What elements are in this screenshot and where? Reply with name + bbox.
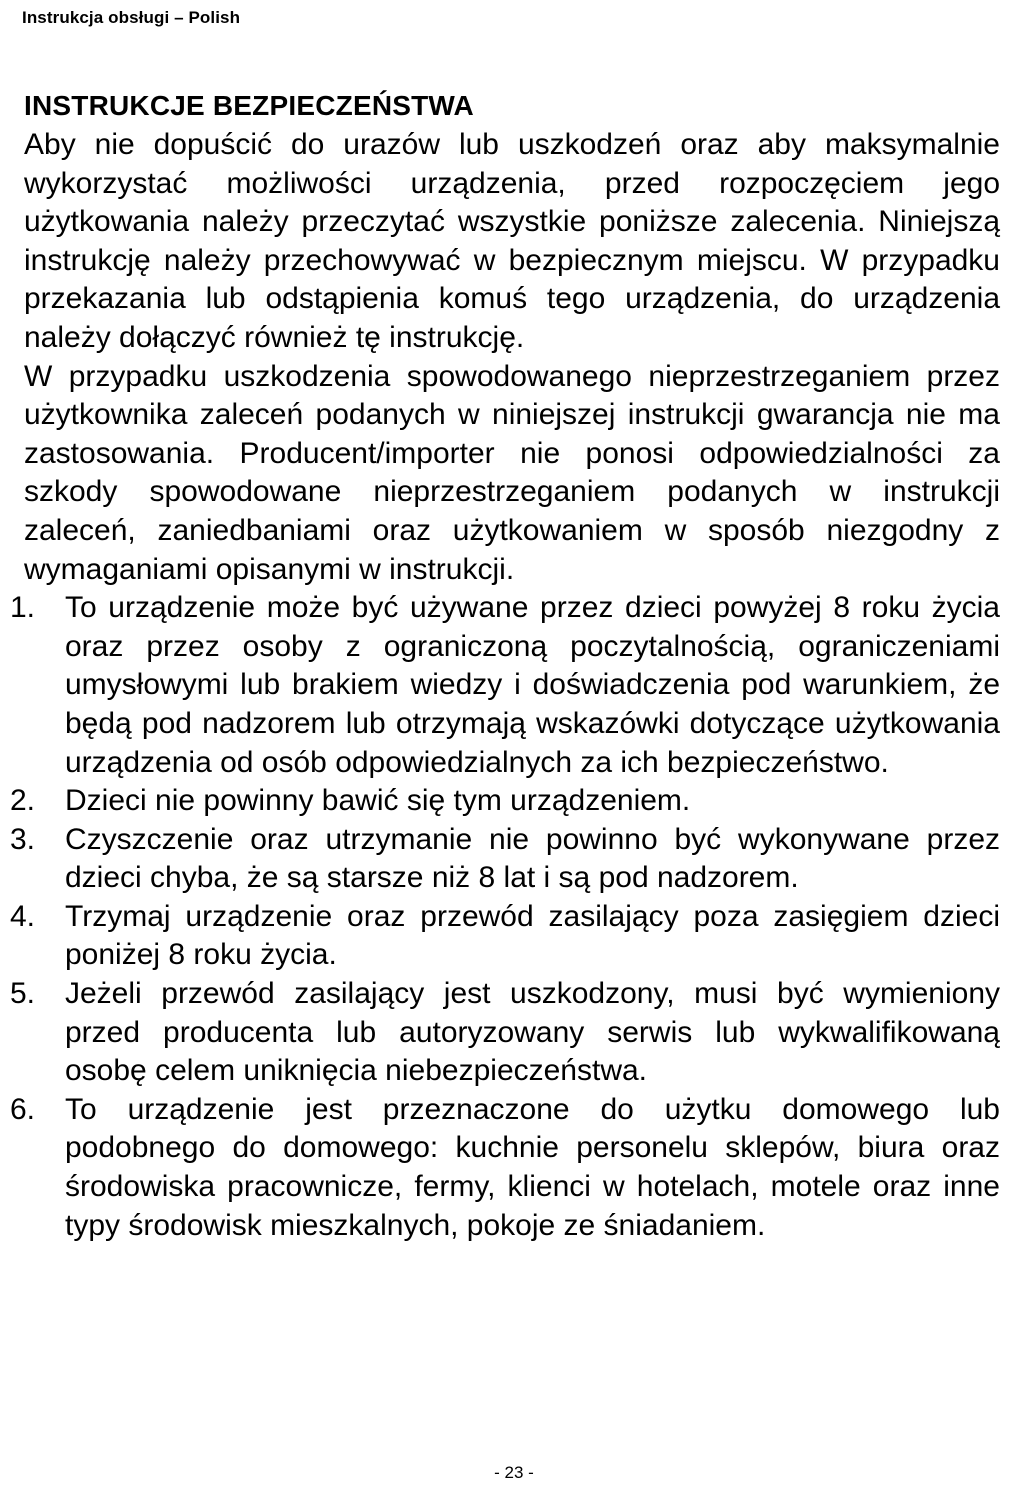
section-title: INSTRUKCJE BEZPIECZEŃSTWA	[24, 90, 474, 121]
list-item	[0, 975, 1000, 1091]
list-item-text: To urządzenie jest przeznaczone do użytku domowego lub podobnego do domowego: kuchnie personelu sklepów, biura oraz środowiska pracownicze, fermy, klienci w hotelach, motele oraz inne typy środowisk mieszkalnych, pokoje ze śniadaniem.	[65, 1092, 1000, 1242]
list-item-number: 1.	[10, 591, 36, 625]
list-item-text: Czyszczenie oraz utrzymanie nie powinno być wykonywane przez dzieci chyba, że są starsze niż 8 lat i są pod nadzorem.	[65, 822, 1000, 895]
list-item-text: Trzymaj urządzenie oraz przewód zasilający poza zasięgiem dzieci poniżej 8 roku życia.	[65, 899, 1000, 972]
page-number: - 23 -	[494, 1463, 534, 1482]
list-item-number: 5.	[10, 977, 36, 1011]
list-item	[0, 589, 1000, 782]
list-item-number: 2.	[10, 784, 36, 818]
intro-paragraph: Aby nie dopuścić do urazów lub uszkodzeń oraz aby maksymalnie wykorzystać możliwości urządzenia, przed rozpoczęciem jego użytkowania należy przeczytać wszystkie poniższe zalecenia. Niniejszą instrukcję należy przechowywać w bezpiecznym miejscu. W przypadku przekazania lub odstąpienia komuś tego urządzenia, do urządzenia należy dołączyć również tę instrukcję.	[24, 128, 1000, 354]
list-item-number: 4.	[10, 899, 36, 933]
list-item-text: Jeżeli przewód zasilający jest uszkodzony, musi być wymieniony przed producenta lub autoryzowany serwis lub wykwalifikowaną osobę celem uniknięcia niebezpieczeństwa.	[65, 977, 1000, 1088]
list-item	[0, 821, 1000, 898]
list-item	[0, 782, 1000, 821]
warranty-paragraph: W przypadku uszkodzenia spowodowanego nieprzestrzeganiem przez użytkownika zaleceń podanych w niniejszej instrukcji gwarancja nie ma zastosowania. Producent/importer nie ponosi odpowiedzialności za szkody spowodowane nieprzestrzeganiem podanych w instrukcji zaleceń, zaniedbaniami oraz użytkowaniem w sposób niezgodny z wymaganiami opisanymi w instrukcji.	[24, 359, 1000, 586]
running-header: Instrukcja obsługi – Polish	[22, 8, 241, 27]
safety-section	[10, 86, 1000, 1245]
safety-list	[0, 589, 1000, 1245]
list-item-text: Dzieci nie powinny bawić się tym urządzeniem.	[65, 784, 691, 818]
list-item	[0, 1091, 1000, 1245]
list-item-number: 3.	[10, 822, 36, 856]
list-item	[0, 898, 1000, 975]
list-item-text: To urządzenie może być używane przez dzieci powyżej 8 roku życia oraz przez osoby z ograniczoną poczytalnością, ograniczeniami umysłowymi lub brakiem wiedzy i doświadczenia pod warunkiem, że będą pod nadzorem lub otrzymają wskazówki dotyczące użytkowania urządzenia od osób odpowiedzialnych za ich bezpieczeństwo.	[65, 591, 1000, 779]
list-item-number: 6.	[10, 1092, 36, 1126]
